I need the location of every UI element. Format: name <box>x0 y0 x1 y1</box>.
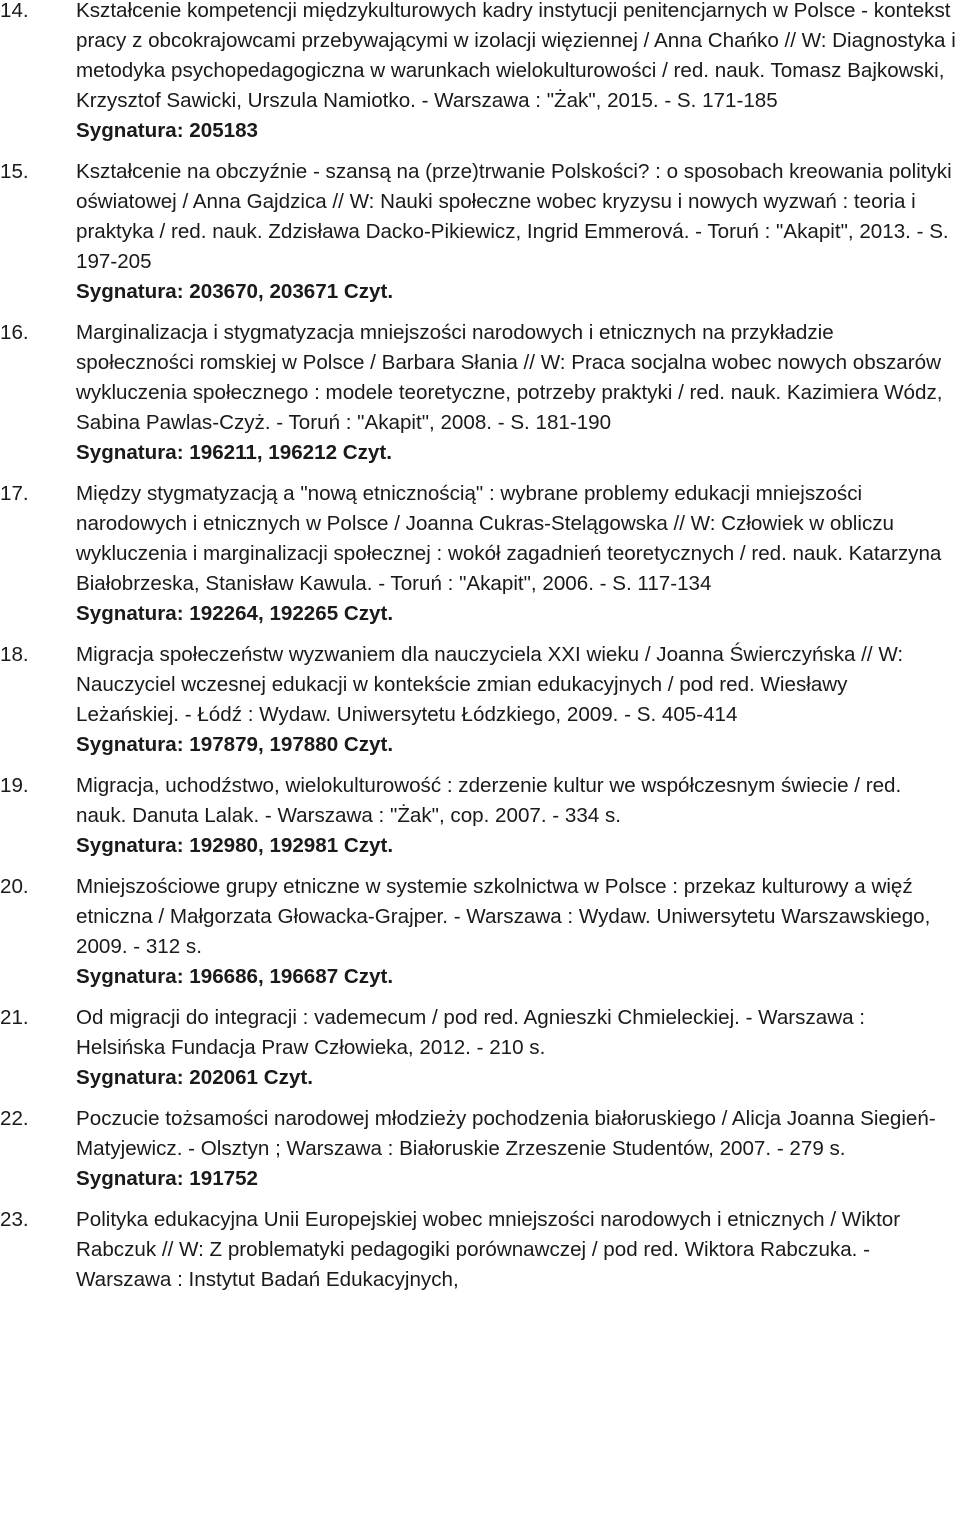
entry-number: 15. <box>0 160 29 183</box>
bibliography-entry <box>0 1205 960 1295</box>
entry-citation: Polityka edukacyjna Unii Europejskiej wobec mniejszości narodowych i etnicznych / Wiktor Rabczuk // W: Z problematyki pedagogiki porównawczej / pod red. Wiktora Rabczuka. - Warszawa : Instytut Badań Edukacyjnych, <box>76 1208 901 1291</box>
entry-citation: Kształcenie na obczyźnie - szansą na (prze)trwanie Polskości? : o sposobach kreowania polityki oświatowej / Anna Gajdzica // W: Nauki społeczne wobec kryzysu i nowych wyzwań : teoria i praktyka / red. nauk. Zdzisława Dacko-Pikiewicz, Ingrid Emmerová. - Toruń : "Akapit", 2013. - S. 197-205 <box>76 160 952 273</box>
entry-signature: Sygnatura: 192264, 192265 Czyt. <box>76 602 394 625</box>
entry-signature: Sygnatura: 205183 <box>76 119 259 142</box>
entry-number: 21. <box>0 1006 29 1029</box>
entry-signature: Sygnatura: 202061 Czyt. <box>76 1066 313 1089</box>
bibliography-entry <box>0 318 960 468</box>
entry-signature: Sygnatura: 192980, 192981 Czyt. <box>76 834 394 857</box>
entry-signature: Sygnatura: 197879, 197880 Czyt. <box>76 733 394 756</box>
entry-number: 22. <box>0 1107 29 1130</box>
entry-signature: Sygnatura: 203670, 203671 Czyt. <box>76 280 394 303</box>
entry-number: 23. <box>0 1208 29 1231</box>
entry-signature: Sygnatura: 196211, 196212 Czyt. <box>76 441 392 464</box>
entry-signature: Sygnatura: 191752 <box>76 1167 259 1190</box>
entry-number: 17. <box>0 482 29 505</box>
entry-citation: Między stygmatyzacją a "nową etnicznością" : wybrane problemy edukacji mniejszości narodowych i etnicznych w Polsce / Joanna Cukras-Stelągowska // W: Człowiek w obliczu wykluczenia i marginalizacji społecznej : wokół zagadnień teoretycznych / red. nauk. Katarzyna Białobrzeska, Stanisław Kawula. - Toruń : "Akapit", 2006. - S. 117-134 <box>76 482 942 595</box>
entry-number: 18. <box>0 643 29 666</box>
bibliography-entry <box>0 771 960 861</box>
entry-signature: Sygnatura: 196686, 196687 Czyt. <box>76 965 394 988</box>
bibliography-entry <box>0 479 960 629</box>
entry-number: 19. <box>0 774 29 797</box>
bibliography-entry <box>0 1003 960 1093</box>
bibliography-entry <box>0 872 960 992</box>
entry-citation: Marginalizacja i stygmatyzacja mniejszości narodowych i etnicznych na przykładzie społeczności romskiej w Polsce / Barbara Słania // W: Praca socjalna wobec nowych obszarów wykluczenia społecznego : modele teoretyczne, potrzeby praktyki / red. nauk. Kazimiera Wódz, Sabina Pawlas-Czyż. - Toruń : "Akapit", 2008. - S. 181-190 <box>76 321 943 434</box>
entry-citation: Kształcenie kompetencji międzykulturowych kadry instytucji penitencjarnych w Polsce - kontekst pracy z obcokrajowcami przebywającymi w izolacji więziennej / Anna Chańko // W: Diagnostyka i metodyka psychopedagogiczna w warunkach wielokulturowości / red. nauk. Tomasz Bajkowski, Krzysztof Sawicki, Urszula Namiotko. - Warszawa : "Żak", 2015. - S. 171-185 <box>76 0 956 112</box>
entry-citation: Od migracji do integracji : vademecum / pod red. Agnieszki Chmieleckiej. - Warszawa : Helsińska Fundacja Praw Człowieka, 2012. - 210 s. <box>76 1006 865 1059</box>
bibliography-entry <box>0 0 960 146</box>
bibliography-entry <box>0 1104 960 1194</box>
entry-number: 14. <box>0 0 29 22</box>
entry-citation: Migracja społeczeństw wyzwaniem dla nauczyciela XXI wieku / Joanna Świerczyńska // W: Nauczyciel wczesnej edukacji w kontekście zmian edukacyjnych / pod red. Wiesławy Leżańskiej. - Łódź : Wydaw. Uniwersytetu Łódzkiego, 2009. - S. 405-414 <box>76 643 904 726</box>
bibliography-entry <box>0 157 960 307</box>
entry-citation: Mniejszościowe grupy etniczne w systemie szkolnictwa w Polsce : przekaz kulturowy a więź etniczna / Małgorzata Głowacka-Grajper. - Warszawa : Wydaw. Uniwersytetu Warszawskiego, 2009. - 312 s. <box>76 875 931 958</box>
entry-number: 20. <box>0 875 29 898</box>
entry-number: 16. <box>0 321 29 344</box>
entry-citation: Poczucie tożsamości narodowej młodzieży pochodzenia białoruskiego / Alicja Joanna Siegień-Matyjewicz. - Olsztyn ; Warszawa : Białoruskie Zrzeszenie Studentów, 2007. - 279 s. <box>76 1107 936 1160</box>
entry-citation: Migracja, uchodźstwo, wielokulturowość : zderzenie kultur we współczesnym świecie / red. nauk. Danuta Lalak. - Warszawa : "Żak", cop. 2007. - 334 s. <box>76 774 902 827</box>
bibliography-entry <box>0 640 960 760</box>
